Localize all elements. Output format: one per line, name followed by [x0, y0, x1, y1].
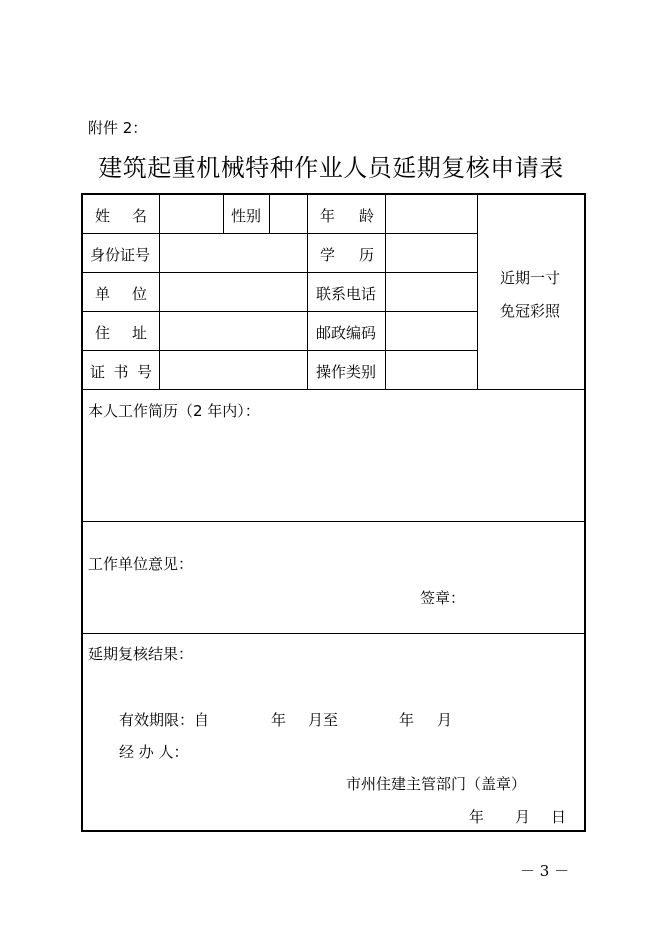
col-divider [223, 193, 224, 234]
address-input[interactable] [161, 313, 306, 350]
photo-placeholder[interactable] [479, 195, 584, 389]
employer-opinion-label: 工作单位意见： [88, 555, 194, 573]
postcode-input[interactable] [387, 313, 476, 350]
col-divider [159, 193, 160, 390]
seal-label: 签章： [420, 589, 466, 607]
col-divider [477, 193, 478, 390]
name-label: 姓 名 [95, 207, 147, 225]
unit-label: 单 位 [95, 285, 147, 303]
section-divider [81, 389, 586, 390]
row-divider [81, 311, 478, 312]
unit-input[interactable] [161, 274, 306, 311]
work-history-input[interactable] [83, 422, 584, 520]
table-border-bottom [81, 830, 586, 832]
section-divider [81, 521, 586, 522]
handler-label: 经 办 人： [119, 743, 189, 761]
category-label: 操作类别 [316, 363, 377, 381]
work-history-label: 本人工作简历（2 年内）： [88, 402, 260, 420]
age-label: 年 龄 [320, 207, 374, 225]
education-input[interactable] [387, 235, 476, 272]
date-day: 日 [551, 808, 567, 826]
review-result-label: 延期复核结果： [88, 645, 194, 663]
name-input[interactable] [161, 195, 222, 233]
photo-line1: 近期一寸 [500, 269, 561, 287]
section-divider [81, 633, 586, 634]
gender-label: 性别 [231, 207, 262, 225]
table-border-right [584, 193, 586, 832]
phone-input[interactable] [387, 274, 476, 311]
photo-line2: 免冠彩照 [500, 302, 561, 320]
attachment-label: 附件 2： [88, 119, 148, 137]
validity-month2: 月 [437, 711, 453, 729]
age-input[interactable] [387, 195, 476, 233]
form-title: 建筑起重机械特种作业人员延期复核申请表 [98, 154, 564, 182]
validity-prefix: 有效期限：自 [119, 711, 210, 729]
col-divider [307, 193, 308, 390]
date-year: 年 [469, 808, 485, 826]
cert-number-label: 证 书 号 [90, 363, 152, 381]
col-divider [385, 193, 386, 390]
id-number-label: 身份证号 [90, 246, 151, 264]
row-divider [81, 272, 478, 273]
page-number: － 3 － [520, 862, 570, 880]
postcode-label: 邮政编码 [316, 324, 377, 342]
col-divider [269, 193, 270, 234]
category-input[interactable] [387, 352, 476, 389]
date-month: 月 [515, 808, 531, 826]
education-label: 学 历 [320, 246, 374, 264]
gender-input[interactable] [271, 195, 306, 233]
validity-year1: 年 [271, 711, 287, 729]
row-divider [81, 350, 478, 351]
row-divider [81, 233, 478, 234]
id-number-input[interactable] [161, 235, 306, 272]
department-seal-label: 市州住建主管部门（盖章） [346, 775, 527, 793]
address-label: 住 址 [95, 324, 147, 342]
cert-number-input[interactable] [161, 352, 306, 389]
phone-label: 联系电话 [316, 285, 377, 303]
validity-month-to: 月至 [308, 711, 339, 729]
validity-year2: 年 [399, 711, 415, 729]
